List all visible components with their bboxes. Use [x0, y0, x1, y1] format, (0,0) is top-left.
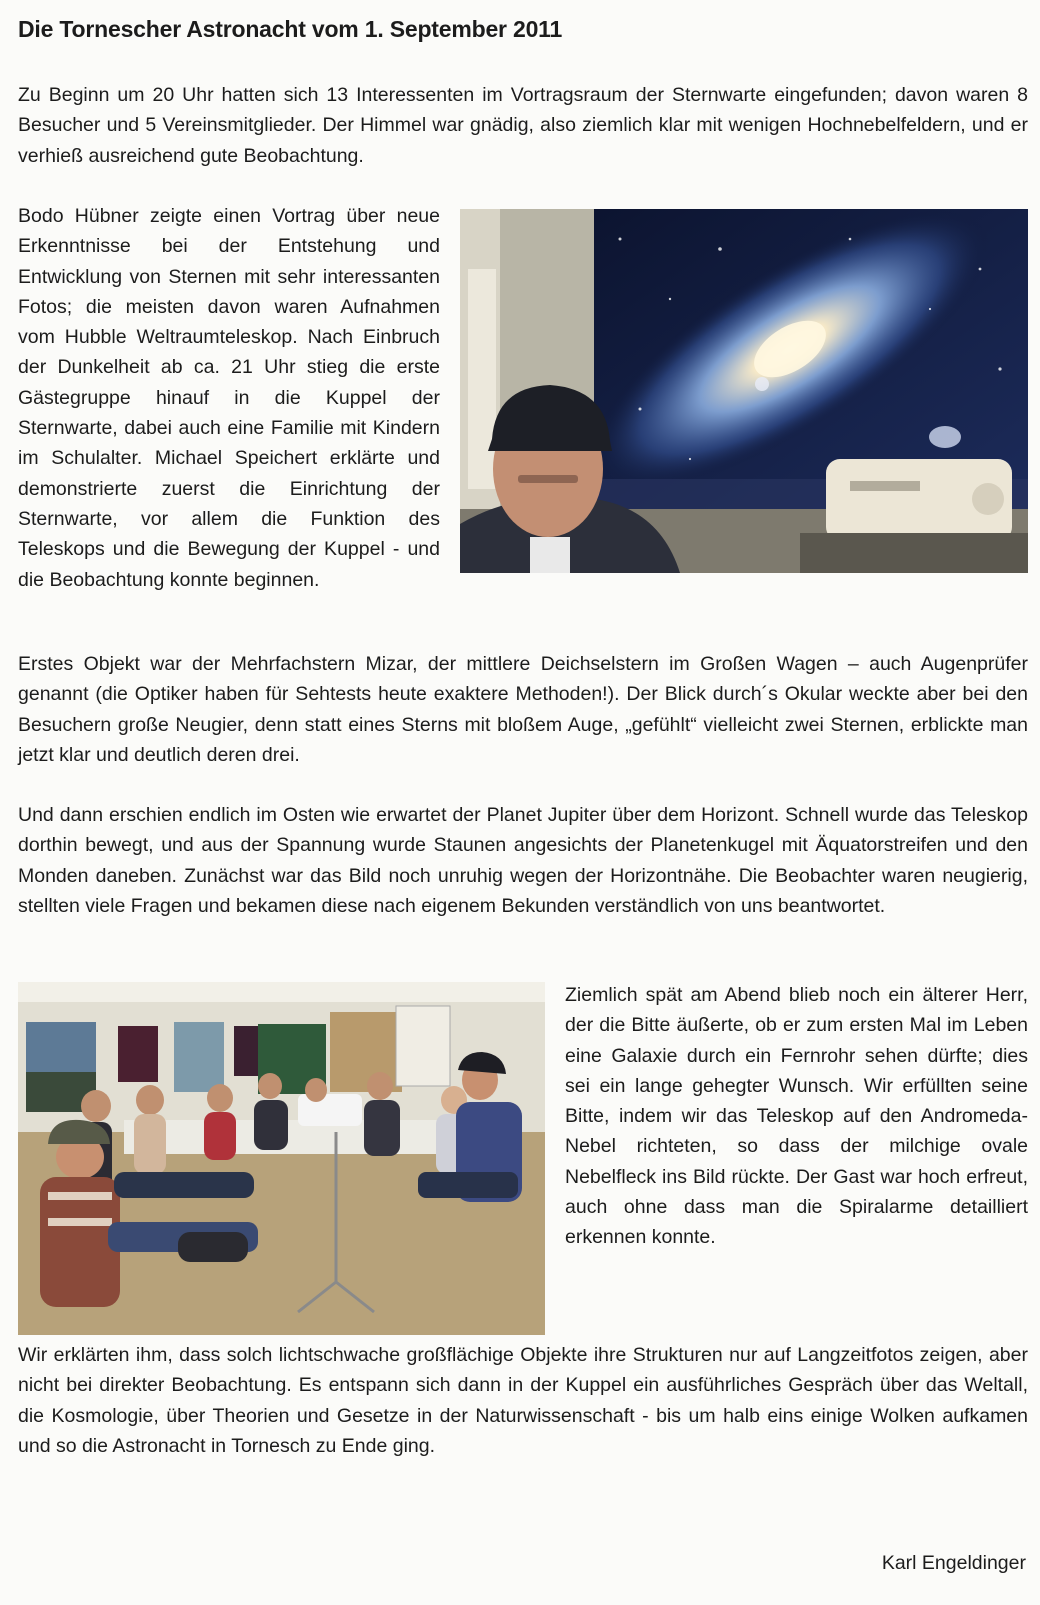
paragraph-mizar: Erstes Objekt war der Mehrfachstern Mizar, der mittlere Deichselstern im Großen Wagen – auch Augenprüfer genannt (die Optiker haben für Sehtests heute exaktere Methoden!). Der Blick durch´s Okular weckte aber bei den Besuchern große Neugier, denn statt eines Sterns mit bloßem Auge, „gefühlt“ vielleicht zwei Sternen, erblickte man jetzt klar und deutlich deren drei. [18, 653, 1028, 766]
group-photo [18, 982, 545, 1335]
paragraph-lecture: Bodo Hübner zeigte einen Vortrag über neue Erkenntnisse bei der Entstehung und Entwicklung von Sternen mit sehr interessanten Fotos; die meisten davon waren Aufnahmen vom Hubble Weltraumteleskop. Nach Einbruch der Dunkelheit ab ca. 21 Uhr stieg die erste Gästegruppe hinauf in die Kuppel der Sternwarte, dabei auch eine Familie mit Kindern im Schulalter. Michael Speichert erklärte und demonstrierte zuerst die Einrichtung der Sternwarte, vor allem die Funktion des Teleskops und die Bewegung der Kuppel - und die Beobachtung konnte beginnen. [18, 205, 440, 591]
paragraph-intro: Zu Beginn um 20 Uhr hatten sich 13 Interessenten im Vortragsraum der Sternwarte eingefunden; davon waren 8 Besucher und 5 Vereinsmitglieder. Der Himmel war gnädig, also ziemlich klar mit wenigen Hochnebelfeldern, und er verhieß ausreichend gute Beobachtung. [18, 84, 1028, 167]
article-title: Die Tornescher Astronacht vom 1. September 2011 [18, 16, 563, 42]
paragraph-andromeda-block [18, 980, 1028, 1341]
paragraph-jupiter: Und dann erschien endlich im Osten wie erwartet der Planet Jupiter über dem Horizont. Schnell wurde das Teleskop dorthin bewegt, und aus der Spannung wurde Staunen angesichts der Planetenkugel mit Äquatorstreifen und den Monden daneben. Zunächst war das Bild noch unruhig wegen der Horizontnähe. Die Beobachter waren neugierig, stellten viele Fragen und bekamen diese nach eigenem Bekunden verständlich von uns beantwortet. [18, 804, 1028, 917]
lecture-photo [460, 209, 1028, 573]
paragraph-andromeda: Ziemlich spät am Abend blieb noch ein älterer Herr, der die Bitte äußerte, ob er zum ersten Mal im Leben eine Galaxie durch ein Fernrohr sehen dürfte; dies sei ein lange gehegter Wunsch. Wir erfüllten seine Bitte, indem wir das Teleskop auf den Andromeda-Nebel richteten, so dass der milchige ovale Nebelfleck ins Bild rückte. Der Gast war hoch erfreut, auch ohne dass man die Spiralarme detailliert erkennen konnte. [565, 984, 1028, 1249]
paragraph-closing: Wir erklärten ihm, dass solch lichtschwache großflächige Objekte ihre Strukturen nur auf Langzeitfotos zeigen, aber nicht bei direkter Beobachtung. Es entspann sich dann in der Kuppel ein ausführliches Gespräch über das Weltall, die Kosmologie, über Theorien und Gesetze in der Naturwissenschaft - bis um halb eins einige Wolken aufkamen und so die Astronacht in Tornesch zu Ende ging. [18, 1344, 1028, 1457]
author-signature: Karl Engeldinger [881, 1552, 1026, 1574]
paragraph-lecture-block [18, 201, 1028, 595]
